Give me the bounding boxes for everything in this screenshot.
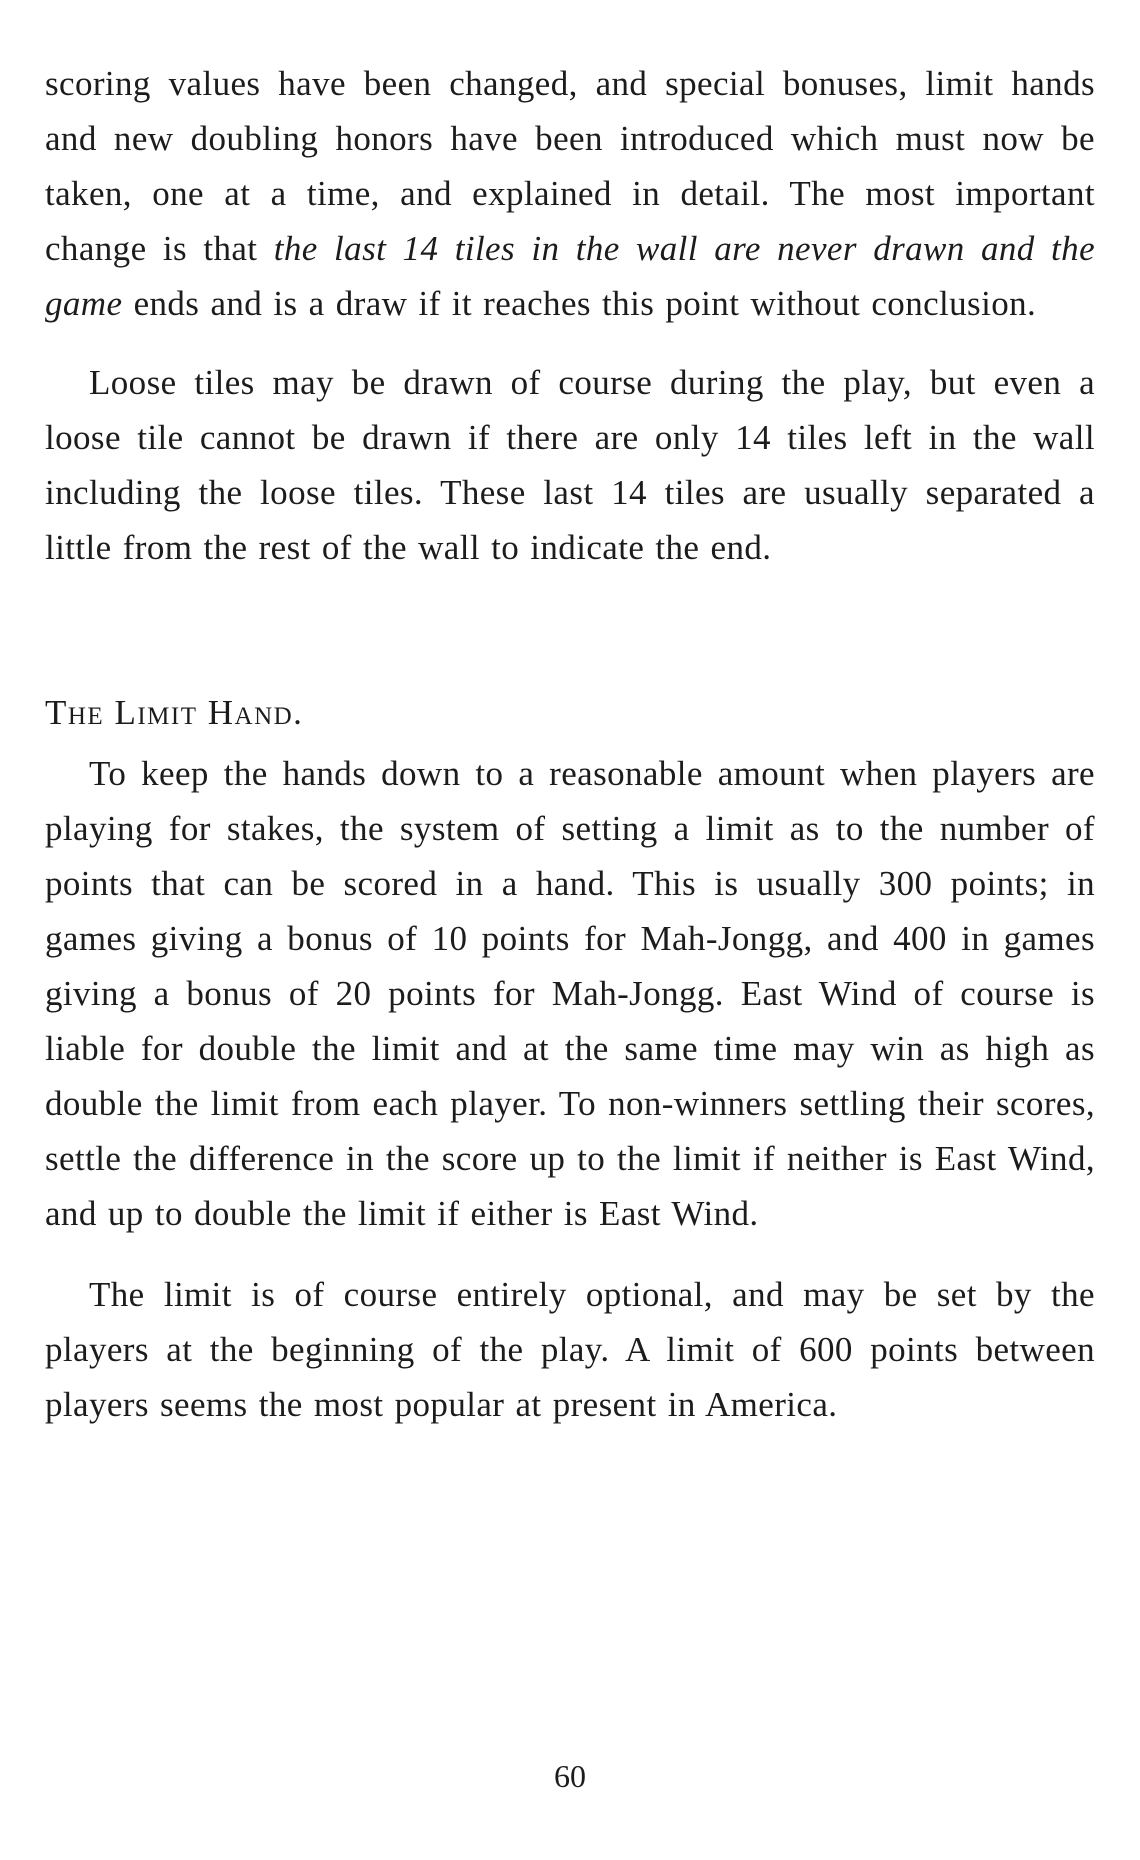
paragraph-1-text-end: ends and is a draw if it reaches this point without conclusion. [122, 284, 1037, 323]
book-page [45, 56, 1095, 1432]
paragraph-limit-optional: The limit is of course entirely optional, and may be set by the players at the beginning of the play. A limit of 600 points between players seems the most popular at present in America. [45, 1275, 1095, 1424]
paragraph-1-text-start: scoring values have been changed, and special bonuses, limit hands and new doubling honors have been introduced which must now be taken, one at a time, and explained in detail. The most important change is that [45, 64, 1095, 268]
section-heading-limit-hand: The Limit Hand. [45, 693, 304, 732]
paragraph-scoring-changes [45, 56, 1095, 331]
paragraph-loose-tiles: Loose tiles may be drawn of course during the play, but even a loose tile cannot be drawn if there are only 14 tiles left in the wall including the loose tiles. These last 14 tiles are usually separated a little from the rest of the wall to indicate the end. [45, 363, 1095, 567]
page-number: 60 [554, 1758, 586, 1794]
paragraph-limit-hand-explanation: To keep the hands down to a reasonable amount when players are playing for stakes, the system of setting a limit as to the number of points that can be scored in a hand. This is usually 300 points; in games giving a bonus of 10 points for Mah-Jongg, and 400 in games giving a bonus of 20 points for Mah-Jongg. East Wind of course is liable for double the limit and at the same time may win as high as double the limit from each player. To non-winners settling their scores, settle the difference in the score up to the limit if neither is East Wind, and up to double the limit if either is East Wind. [45, 754, 1095, 1233]
paragraph-1-italic-emphasis: the last 14 tiles in the wall are never drawn and the game [45, 229, 1095, 323]
